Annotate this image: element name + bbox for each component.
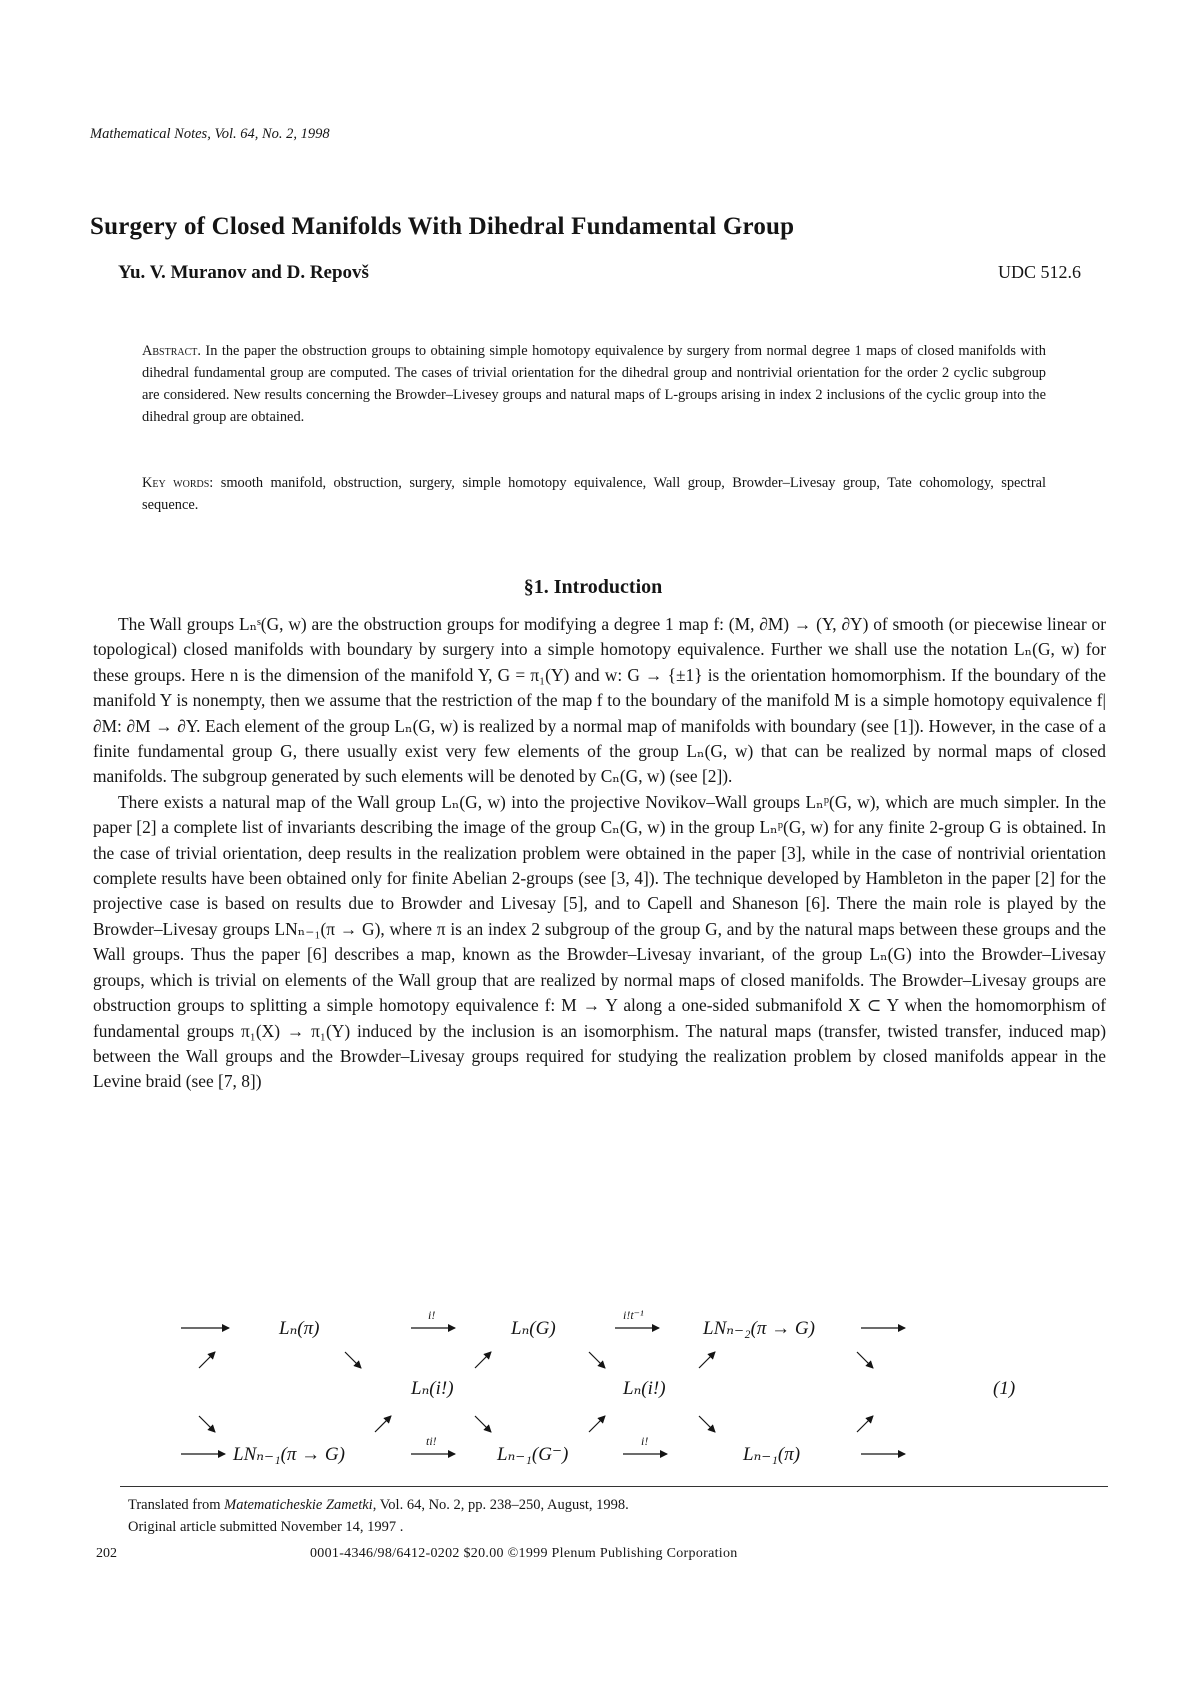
keywords [142,472,1046,516]
diag-5 [699,1352,715,1368]
body-text [93,612,1106,1095]
diag-6 [857,1352,873,1368]
footnote-translated [128,1494,629,1516]
diag-7 [199,1416,215,1432]
diag-10 [589,1416,605,1432]
udc-code: UDC 512.6 [998,262,1082,282]
keywords-text: smooth manifold, obstruction, surgery, simple homotopy equivalence, Wall group, Browder–Livesay group, Tate cohomology, spectral sequence. [142,475,1046,513]
diag-8 [375,1416,391,1432]
node-bot-right: Lₙ₋₁(π) [743,1444,801,1465]
footnote-submitted: Original article submitted November 14, 1997 . [128,1519,404,1535]
node-mid-right: Lₙ(i!) [623,1378,666,1399]
node-mid-left: Lₙ(i!) [411,1378,454,1399]
paragraph-1: The Wall groups Lₙˢ(G, w) are the obstruction groups for modifying a degree 1 map f: (M, ∂M) → (Y, ∂Y) of smooth (or piecewise linear or topological) closed manifolds with boundary by surgery into a simple homotopy equivalence. Further we shall use the notation Lₙ(G, w) for these groups. Here n is the dimension of the manifold Y, G = π₁(Y) and w: G → {±1} is the orientation homomorphism. If the boundary of the manifold Y is nonempty, then we assume that the restriction of the map f to the boundary of the manifold M is a simple homotopy equivalence f|∂M: ∂M → ∂Y. Each element of the group Lₙ(G, w) is realized by a normal map of manifolds with boundary (see [1]). However, in the case of a finite fundamental group G, there usually exist very few elements of the group Lₙ(G, w) that can be realized by normal maps of closed manifolds. The subgroup generated by such elements will be denoted by Cₙ(G, w) (see [2]). [93,614,1106,787]
equation-number: (1) [993,1378,1016,1399]
footnote-translated-prefix: Translated from [128,1497,221,1513]
node-top-mid: Lₙ(G) [511,1318,556,1339]
node-bot-left: LNₙ₋₁(π → G) [233,1444,345,1465]
diag-3 [475,1352,491,1368]
diag-12 [857,1416,873,1432]
journal-header: Mathematical Notes, Vol. 64, No. 2, 1998 [90,126,330,142]
abstract-label: Abstract. [142,343,201,359]
footnote-translated-rest: , Vol. 64, No. 2, pp. 238–250, August, 1998. [372,1497,629,1513]
node-bot-mid: Lₙ₋₁(G⁻) [497,1444,569,1465]
copyright-line: 0001-4346/98/6412-0202 $20.00 ©1999 Plenum Publishing Corporation [310,1546,738,1561]
label-arrow-top-2: i!t⁻¹ [623,1308,644,1322]
node-top-left: Lₙ(π) [279,1318,320,1339]
diag-11 [699,1416,715,1432]
section-heading: §1. Introduction [523,576,663,598]
diag-1 [199,1352,215,1368]
footnote-rule [120,1486,1108,1487]
diag-9 [475,1416,491,1432]
braid-svg [93,1300,1106,1480]
node-top-right: LNₙ₋₂(π → G) [703,1318,815,1339]
abstract [142,340,1046,428]
diag-4 [589,1352,605,1368]
label-arrow-bot-1: ti! [426,1434,437,1448]
paragraph-2: There exists a natural map of the Wall group Lₙ(G, w) into the projective Novikov–Wall groups Lₙᵖ(G, w), which are much simpler. In the paper [2] a complete list of invariants describing the image of the group Cₙ(G, w) in the group Lₙᵖ(G, w) for any finite 2-group G is obtained. In the case of trivial orientation, deep results in the realization problem were obtained in the paper [3], while in the case of nontrivial orientation complete results have been obtained only for finite Abelian 2-groups (see [3, 4]). The technique developed by Hambleton in the paper [2] for the projective case is based on results due to Browder and Livesay [5], and to Capell and Shaneson [6]. There the main role is played by the Browder–Livesay groups LNₙ₋₁(π → G), where π is an index 2 subgroup of the group G, and by the natural maps between these groups and the Wall groups. Thus the paper [6] describes a map, known as the Browder–Livesay invariant, of the group Lₙ(G) into the Browder–Livesay groups, which is trivial on elements of the Wall group that are realized by normal maps of closed manifolds. The Browder–Livesay groups are obstruction groups to splitting a simple homotopy equivalence f: M → Y along a one-sided submanifold X ⊂ Y when the homomorphism of fundamental groups π₁(X) → π₁(Y) induced by the inclusion is an isomorphism. The natural maps (transfer, twisted transfer, induced map) between the Wall groups and the Browder–Livesay groups required for studying the realization problem by closed manifolds appear in the Levine braid (see [7, 8]) [93,791,1106,1092]
levine-braid-diagram [93,1300,1106,1480]
keywords-label: Key words: [142,475,214,491]
footnote-source-journal: Matematicheskie Zametki [224,1497,373,1513]
article-title: Surgery of Closed Manifolds With Dihedral Fundamental Group [90,213,795,240]
label-arrow-bot-2: i! [641,1434,649,1448]
page-number: 202 [96,1546,117,1561]
article-authors: Yu. V. Muranov and D. Repovš [118,262,369,283]
abstract-text: In the paper the obstruction groups to obtaining simple homotopy equivalence by surgery from normal degree 1 maps of closed manifolds with dihedral fundamental group are computed. The cases of trivial orientation for the dihedral group and nontrivial orientation for the order 2 cyclic subgroup are considered. New results concerning the Browder–Livesey groups and natural maps of L-groups arising in index 2 inclusions of the cyclic group into the dihedral group are obtained. [142,343,1046,425]
label-arrow-top-1: i! [428,1308,436,1322]
diag-2 [345,1352,361,1368]
